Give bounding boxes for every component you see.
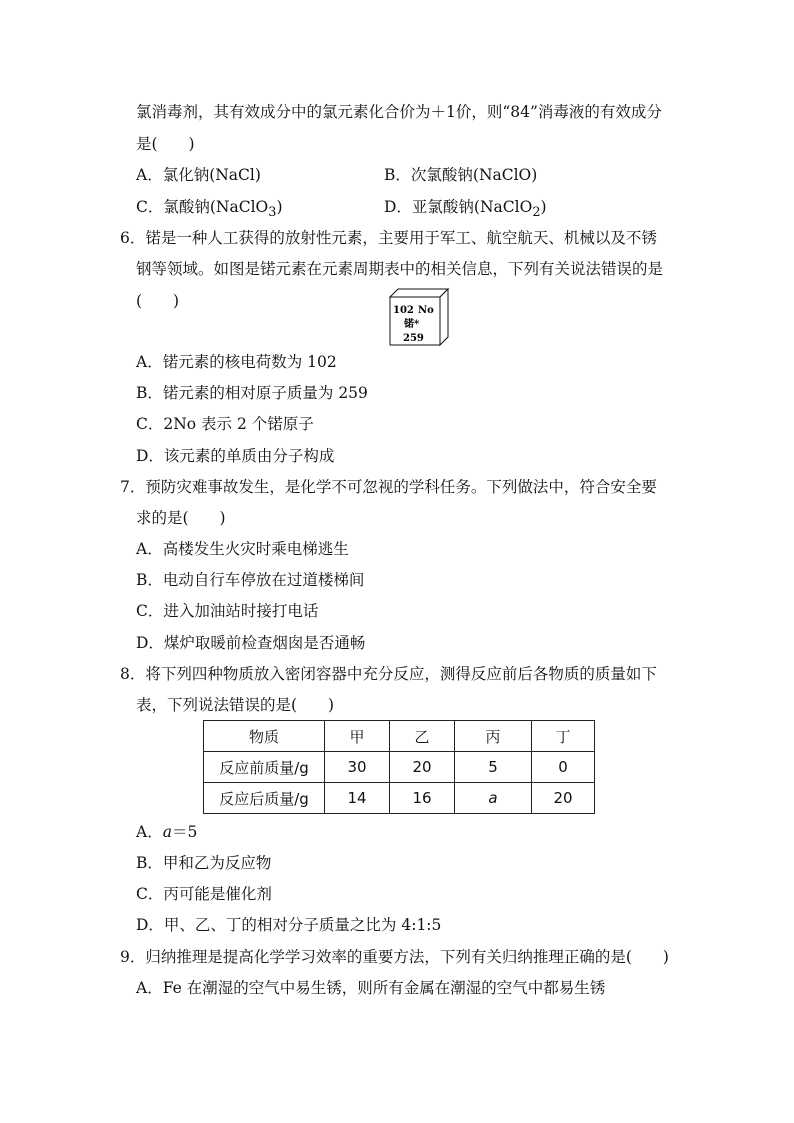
table-cell: 20: [390, 752, 455, 783]
q5-stem-line1: 氯消毒剂，其有效成分中的氯元素化合价为＋1价，则“84”消毒液的有效成分: [136, 103, 662, 121]
q8-option-a: [136, 821, 197, 843]
q8-option-a-label: A．: [136, 823, 163, 841]
q8-option-d: D．甲、乙、丁的相对分子质量之比为 4:1:5: [136, 916, 442, 934]
element-mass: 259: [403, 333, 424, 344]
mass-table: [203, 720, 595, 814]
q7-stem-line2: 求的是( ): [136, 509, 226, 527]
q5-option-c: [136, 196, 283, 224]
q5-option-d-close: ): [540, 198, 547, 216]
table-cell: 14: [325, 783, 390, 814]
table-header-cell: 甲: [325, 721, 390, 752]
q5-option-a: A．氯化钠(NaCl): [136, 166, 261, 184]
q9-stem-line1: 9．归纳推理是提高化学学习效率的重要方法，下列有关归纳推理正确的是( ): [120, 948, 669, 966]
table-header-cell: 物质: [204, 721, 325, 752]
table-cell: 16: [390, 783, 455, 814]
q8-option-b: B．甲和乙为反应物: [136, 854, 272, 872]
q8-option-a-value: ＝5: [171, 823, 198, 841]
table-cell: 反应后质量/g: [204, 783, 325, 814]
q6-stem-line1: 6．锘是一种人工获得的放射性元素，主要用于军工、航空航天、机械以及不锈: [120, 229, 657, 247]
q5-option-b: B．次氯酸钠(NaClO): [384, 166, 538, 184]
q6-option-c: C．2No 表示 2 个锘原子: [136, 415, 314, 433]
element-symbol: No: [418, 305, 434, 316]
q6-option-b: B．锘元素的相对原子质量为 259: [136, 384, 368, 402]
table-cell: 30: [325, 752, 390, 783]
q6-stem-line3: ( ): [136, 292, 180, 310]
table-row: [204, 752, 595, 783]
table-cell: a: [455, 783, 532, 814]
q7-option-a: A．高楼发生火灾时乘电梯逃生: [136, 540, 349, 558]
q6-option-a: A．锘元素的核电荷数为 102: [136, 353, 337, 371]
q5-stem-line2: 是( ): [136, 135, 195, 153]
table-cell: 20: [532, 783, 595, 814]
table-header-cell: 丙: [455, 721, 532, 752]
element-number: 102: [393, 305, 414, 316]
q7-option-d: D．煤炉取暖前检查烟囱是否通畅: [136, 634, 366, 652]
q5-option-d-text: D．亚氯酸钠(NaClO: [384, 198, 533, 216]
q5-option-d-subscript: 2: [532, 205, 541, 221]
q6-stem-line2: 钢等领域。如图是锘元素在元素周期表中的相关信息，下列有关说法错误的是: [136, 260, 664, 278]
q7-stem-line1: 7．预防灾难事故发生，是化学不可忽视的学科任务。下列做法中，符合安全要: [120, 478, 657, 496]
table-cell: 5: [455, 752, 532, 783]
q5-option-c-text: C．氯酸钠(NaClO: [136, 198, 269, 216]
q8-stem-line2: 表，下列说法错误的是( ): [136, 696, 335, 714]
table-cell: 反应前质量/g: [204, 752, 325, 783]
table-header-cell: 丁: [532, 721, 595, 752]
q8-option-c: C．丙可能是催化剂: [136, 885, 272, 903]
q7-option-c: C．进入加油站时接打电话: [136, 602, 319, 620]
q5-option-d: [384, 196, 547, 224]
table-cell: 0: [532, 752, 595, 783]
q7-option-b: B．电动自行车停放在过道楼梯间: [136, 571, 365, 589]
q5-option-c-subscript: 3: [268, 205, 277, 221]
q8-option-a-variable: a: [162, 823, 172, 841]
table-header-row: [204, 721, 595, 752]
table-row: [204, 783, 595, 814]
q9-option-a: A．Fe 在潮湿的空气中易生锈，则所有金属在潮湿的空气中都易生锈: [136, 979, 606, 997]
q6-option-d: D．该元素的单质由分子构成: [136, 447, 335, 465]
element-name: 锘*: [404, 319, 420, 330]
element-cell-figure: [384, 287, 450, 347]
q5-option-c-close: ): [276, 198, 283, 216]
q8-stem-line1: 8．将下列四种物质放入密闭容器中充分反应，测得反应前后各物质的质量如下: [120, 665, 657, 683]
table-header-cell: 乙: [390, 721, 455, 752]
